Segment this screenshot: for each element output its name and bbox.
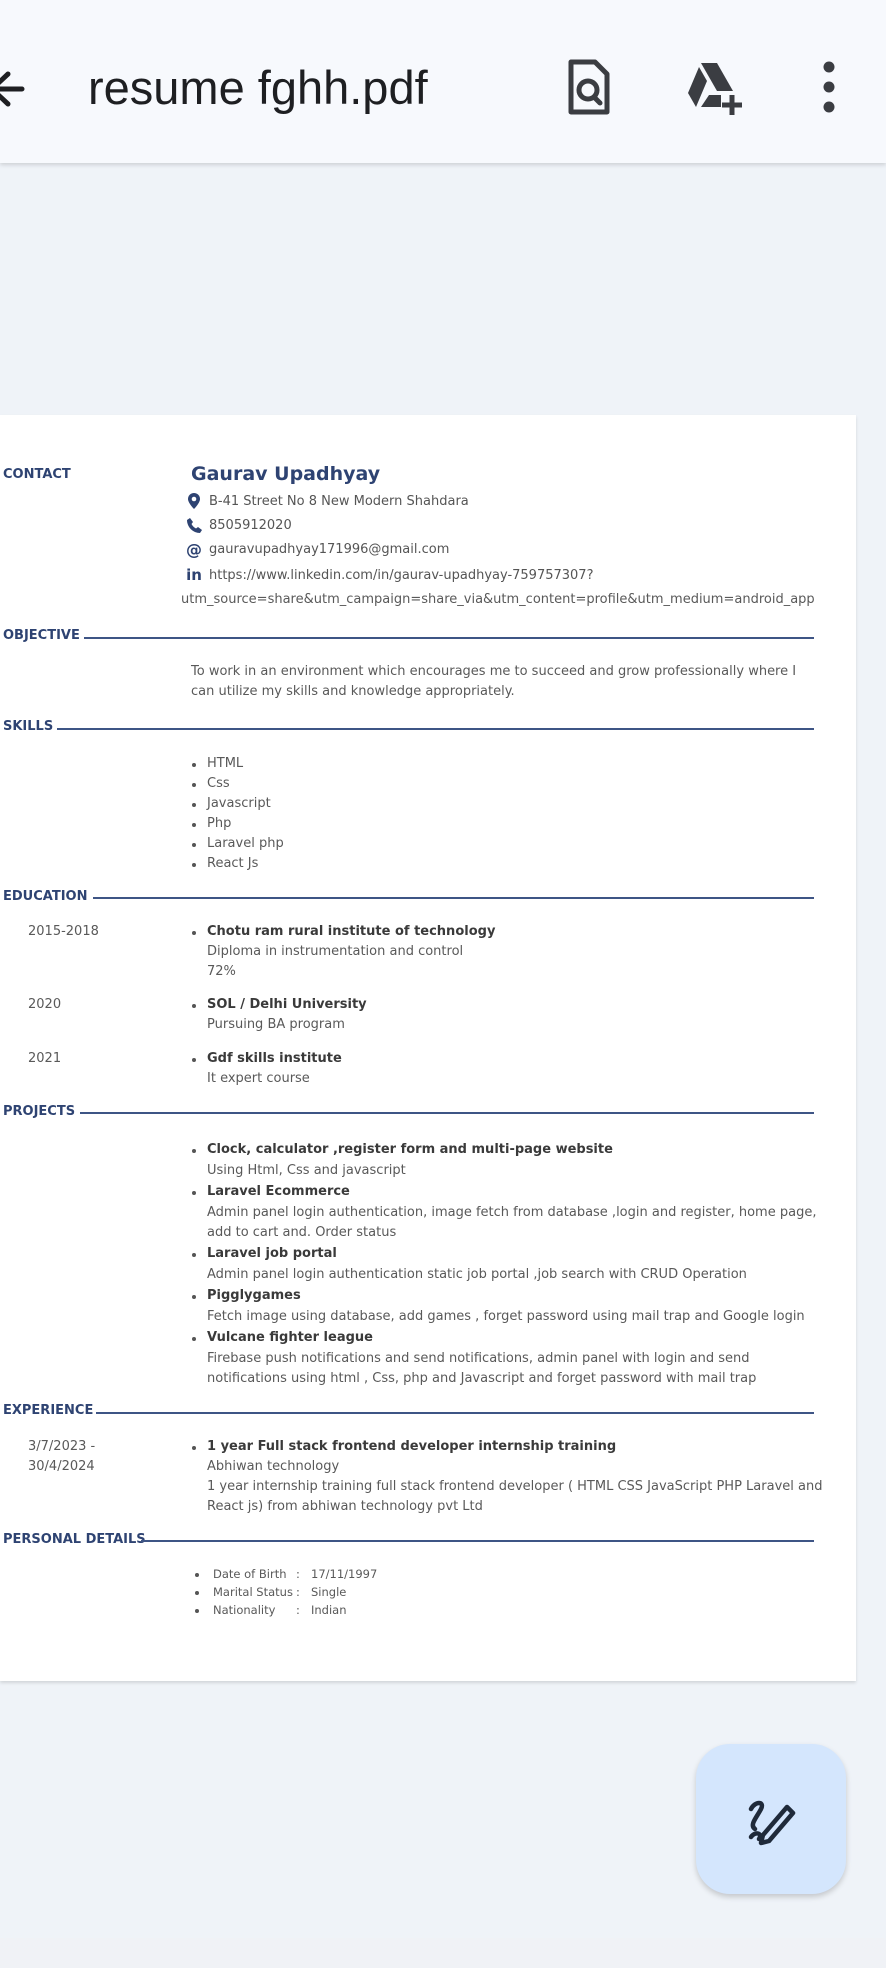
experience-date: 3/7/2023 -	[28, 1439, 96, 1454]
objective-line: To work in an environment which encourages me to succeed and grow professionally where I	[191, 664, 797, 679]
project-desc: Admin panel login authentication static job portal ,job search with CRUD Operation	[207, 1267, 747, 1282]
bullet	[192, 783, 196, 787]
bullet	[192, 843, 196, 847]
contact-heading: CONTACT	[3, 467, 71, 482]
bullet	[192, 1004, 196, 1008]
bullet	[192, 1058, 196, 1062]
bullet	[195, 1573, 199, 1577]
section-divider	[93, 897, 814, 899]
bullet	[192, 1191, 196, 1195]
section-divider	[80, 1112, 814, 1114]
experience-desc: 1 year internship training full stack frontend developer ( HTML CSS JavaScript PHP Laravel and	[207, 1479, 823, 1494]
address-text: B-41 Street No 8 New Modern Shahdara	[209, 493, 469, 509]
education-heading: EDUCATION	[3, 889, 88, 904]
section-divider	[141, 1540, 814, 1542]
project-desc: Using Html, Css and javascript	[207, 1163, 406, 1178]
annotate-button[interactable]	[696, 1744, 846, 1894]
project-desc: Fetch image using database, add games , forget password using mail trap and Google login	[207, 1309, 805, 1324]
linkedin-line	[185, 566, 593, 584]
address-line	[185, 492, 469, 510]
skill-item: Javascript	[207, 796, 271, 811]
project-desc: add to cart and. Order status	[207, 1225, 397, 1240]
project-desc: Firebase push notifications and send notifications, admin panel with login and send	[207, 1351, 750, 1366]
project-title: Laravel Ecommerce	[207, 1184, 350, 1199]
bullet	[192, 823, 196, 827]
personal-label: Date of Birth	[213, 1567, 287, 1581]
colon: :	[296, 1603, 300, 1617]
location-pin-icon	[185, 492, 203, 510]
skill-item: Css	[207, 776, 230, 791]
bullet	[192, 863, 196, 867]
email-text: gauravupadhyay171996@gmail.com	[209, 541, 450, 557]
phone-line	[185, 516, 292, 534]
bullet	[195, 1609, 199, 1613]
personal-details-heading: PERSONAL DETAILS	[3, 1532, 146, 1547]
search-document-icon[interactable]	[559, 57, 619, 117]
experience-date: 30/4/2024	[28, 1459, 95, 1474]
projects-heading: PROJECTS	[3, 1104, 76, 1119]
annotate-pen-icon	[741, 1789, 801, 1849]
personal-value: Single	[311, 1585, 347, 1599]
project-title: Clock, calculator ,register form and multi-page website	[207, 1142, 613, 1157]
education-year: 2015-2018	[28, 924, 99, 939]
experience-company: Abhiwan technology	[207, 1459, 340, 1474]
section-divider	[96, 1412, 814, 1414]
skill-item: React Js	[207, 856, 259, 871]
email-line	[185, 540, 449, 558]
project-title: Pigglygames	[207, 1288, 301, 1303]
education-title: Gdf skills institute	[207, 1051, 342, 1066]
objective-heading: OBJECTIVE	[3, 628, 80, 643]
education-year: 2020	[28, 997, 62, 1012]
education-detail: It expert course	[207, 1071, 310, 1086]
linkedin-icon: in	[186, 566, 202, 584]
section-divider	[84, 637, 814, 639]
bullet	[195, 1591, 199, 1595]
skill-item: Php	[207, 816, 232, 831]
education-title: SOL / Delhi University	[207, 997, 367, 1012]
linkedin-url[interactable]: https://www.linkedin.com/in/gaurav-upadhyay-759757307?	[209, 567, 594, 583]
experience-title: 1 year Full stack frontend developer internship training	[207, 1439, 617, 1454]
arrow-left-icon[interactable]	[0, 66, 32, 112]
bullet	[192, 931, 196, 935]
bullet	[192, 1253, 196, 1257]
personal-value: 17/11/1997	[311, 1567, 378, 1581]
education-title: Chotu ram rural institute of technology	[207, 924, 496, 939]
personal-label: Marital Status	[213, 1585, 293, 1599]
project-desc: notifications using html , Css, php and Javascript and forget password with mail trap	[207, 1371, 757, 1386]
resume-name: Gaurav Upadhyay	[191, 463, 381, 485]
education-year: 2021	[28, 1051, 62, 1066]
skill-item: Laravel php	[207, 836, 284, 851]
bullet	[192, 1295, 196, 1299]
experience-heading: EXPERIENCE	[3, 1403, 94, 1418]
education-detail: 72%	[207, 964, 236, 979]
colon: :	[296, 1567, 300, 1581]
project-title: Vulcane fighter league	[207, 1330, 373, 1345]
section-divider	[57, 728, 814, 730]
linkedin-url-continued[interactable]: utm_source=share&utm_campaign=share_via&utm_content=profile&utm_medium=android_app	[181, 592, 815, 607]
bullet	[192, 1149, 196, 1153]
education-detail: Pursuing BA program	[207, 1017, 345, 1032]
bullet	[192, 1446, 196, 1450]
phone-icon	[185, 516, 203, 534]
education-detail: Diploma in instrumentation and control	[207, 944, 464, 959]
bullet	[192, 763, 196, 767]
objective-line: can utilize my skills and knowledge appropriately.	[191, 684, 515, 699]
phone-text: 8505912020	[209, 517, 292, 533]
add-to-drive-icon[interactable]	[683, 57, 743, 117]
personal-label: Nationality	[213, 1603, 276, 1617]
personal-value: Indian	[311, 1603, 347, 1617]
at-sign-icon: @	[186, 539, 202, 559]
project-desc: Admin panel login authentication, image fetch from database ,login and register, home page,	[207, 1205, 817, 1220]
document-title: resume fghh.pdf	[88, 61, 428, 114]
skill-item: HTML	[207, 756, 244, 771]
bullet	[192, 803, 196, 807]
app-bar	[0, 0, 886, 163]
project-title: Laravel job portal	[207, 1246, 337, 1261]
experience-desc: React js) from abhiwan technology pvt Ltd	[207, 1499, 483, 1514]
bullet	[192, 1337, 196, 1341]
skills-heading: SKILLS	[3, 719, 54, 734]
colon: :	[296, 1585, 300, 1599]
system-nav-area	[0, 1938, 886, 1968]
more-vertical-icon[interactable]	[800, 57, 860, 117]
pdf-page[interactable]	[0, 415, 856, 1681]
